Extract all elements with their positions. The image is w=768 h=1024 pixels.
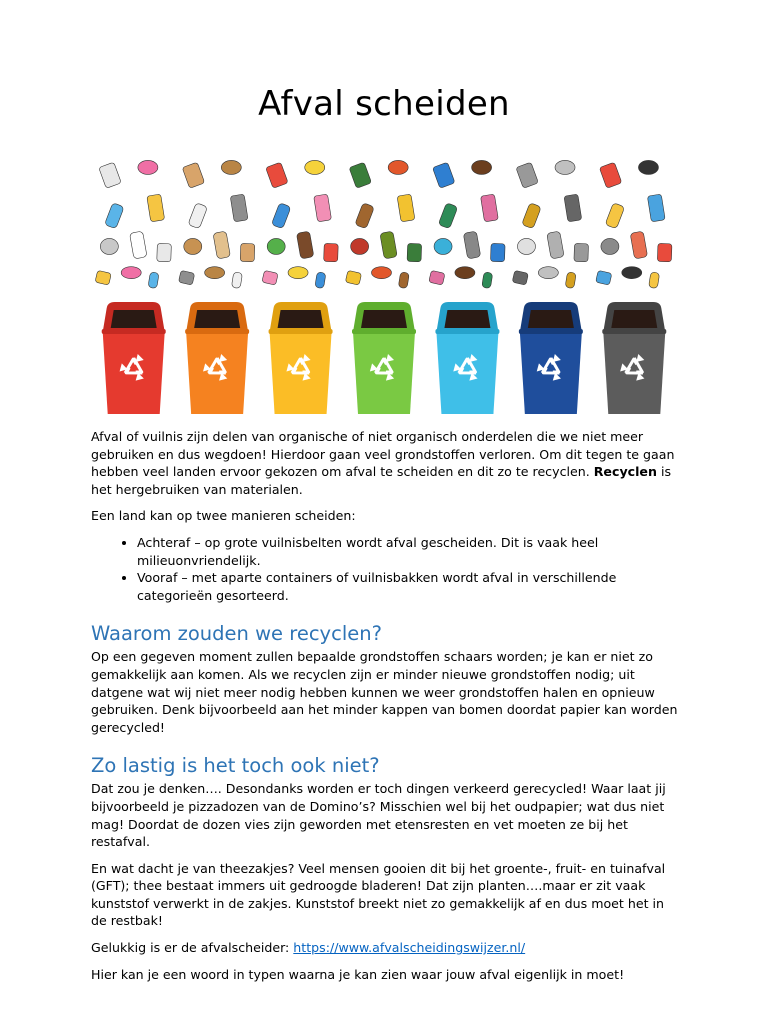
waste-item bbox=[657, 243, 672, 261]
document-body bbox=[91, 428, 679, 992]
list-item: • Achteraf – op grote vuilnisbelten wordt afval gescheiden. Dit is vaak heel milieuonvriendelijk. bbox=[137, 534, 679, 569]
waste-item bbox=[647, 194, 665, 222]
bin-rim bbox=[102, 329, 166, 334]
waste-item bbox=[315, 272, 326, 289]
list-item: • Vooraf – met aparte containers of vuilnisbakken wordt afval in verschillende categorieën gesorteerd. bbox=[137, 569, 679, 604]
waste-item bbox=[95, 270, 111, 285]
waste-item bbox=[221, 160, 241, 174]
bin-rim bbox=[602, 329, 666, 334]
waste-item bbox=[184, 238, 202, 254]
recycling-bin bbox=[185, 302, 249, 414]
section-not-hard-p1: Dat zou je denken…. Desondanks worden er toch dingen verkeerd gerecycled! Waar laat jij bijvoorbeeld je pizzadozen van de Domino’s? Misschien wel bij het oudpapier; wat dus niet mag! Doordat de dozen vies zijn geworden met etensresten en vet moeten ze bij het restafval. bbox=[91, 781, 666, 850]
waste-item bbox=[547, 231, 565, 259]
waste-item bbox=[262, 270, 278, 285]
waste-items-group bbox=[95, 160, 672, 288]
waste-item bbox=[205, 267, 225, 279]
waste-item bbox=[324, 243, 339, 261]
recycling-illustration bbox=[92, 150, 676, 418]
waste-item bbox=[130, 231, 148, 259]
bin-rim bbox=[435, 329, 499, 334]
waste-item bbox=[380, 231, 398, 259]
waste-item bbox=[157, 243, 172, 261]
recycling-bin bbox=[519, 302, 583, 414]
waste-item bbox=[517, 238, 535, 254]
waste-item bbox=[599, 162, 622, 188]
waste-item bbox=[596, 270, 612, 285]
intro-bold-term: Recyclen bbox=[593, 464, 657, 480]
waste-item bbox=[538, 267, 558, 279]
waste-item bbox=[490, 243, 505, 261]
recycling-bin bbox=[602, 302, 666, 414]
waste-item bbox=[100, 238, 118, 254]
waste-item bbox=[305, 160, 325, 174]
waste-item bbox=[271, 203, 291, 229]
waste-item bbox=[355, 203, 375, 229]
document-title: Afval scheiden bbox=[258, 84, 510, 124]
bin-rim bbox=[519, 329, 583, 334]
afvalscheidingswijzer-link[interactable]: https://www.afvalscheidingswijzer.nl/ bbox=[293, 940, 526, 956]
waste-item bbox=[345, 270, 361, 285]
section-why-text: Op een gegeven moment zullen bepaalde grondstoffen schaars worden; je kan er niet zo gemakkelijk aan komen. Als we recyclen zijn er minder nieuwe grondstoffen nodig; uit datgene wat wij niet meer nodig hebben kunnen we weer grondstoffen halen en opnieuw gebruiken. Denk bijvoorbeeld aan het minder kappen van bomen doordat papier kan worden gerecycled! bbox=[91, 649, 678, 735]
intro-text-2: is het hergebruiken van materialen. bbox=[91, 464, 672, 497]
waste-item bbox=[104, 203, 124, 229]
waste-item bbox=[482, 272, 493, 289]
intro-text-1: Afval of vuilnis zijn delen van organische of niet organisch onderdelen die we niet meer gebruiken en dus wegdoen! Hierdoor gaan veel grondstoffen verloren. Om dit tegen te gaan hebben veel landen ervoor gekozen om afval te scheiden en dit zo te recyclen. bbox=[91, 429, 675, 480]
waste-item bbox=[574, 243, 589, 261]
waste-item bbox=[630, 231, 648, 259]
waste-item bbox=[267, 238, 285, 254]
afvalscheider-prefix: Gelukkig is er de afvalscheider: bbox=[91, 940, 294, 956]
waste-item bbox=[432, 162, 455, 188]
waste-item bbox=[565, 272, 576, 289]
waste-item bbox=[266, 162, 289, 188]
recycling-bin bbox=[352, 302, 416, 414]
waste-item bbox=[601, 238, 619, 254]
section-heading-why: Waarom zouden we recyclen? bbox=[91, 622, 382, 646]
waste-item bbox=[188, 203, 208, 229]
waste-item bbox=[407, 243, 422, 261]
waste-item bbox=[438, 203, 458, 229]
bin-opening bbox=[444, 310, 490, 328]
waste-item bbox=[388, 160, 408, 174]
bin-rim bbox=[269, 329, 333, 334]
waste-item bbox=[148, 272, 159, 289]
waste-item bbox=[314, 194, 332, 222]
waste-item bbox=[434, 238, 452, 254]
waste-item bbox=[371, 267, 391, 279]
waste-item bbox=[397, 194, 415, 222]
waste-item bbox=[231, 272, 242, 289]
waste-item bbox=[288, 267, 308, 279]
waste-item bbox=[182, 162, 205, 188]
waste-item bbox=[472, 160, 492, 174]
waste-item bbox=[240, 243, 255, 261]
bin-opening bbox=[528, 310, 574, 328]
waste-item bbox=[522, 203, 542, 229]
waste-item bbox=[230, 194, 248, 222]
methods-intro: Een land kan op twee manieren scheiden: bbox=[91, 508, 356, 524]
waste-item bbox=[638, 160, 658, 174]
section-heading-not-hard: Zo lastig is het toch ook niet? bbox=[91, 754, 380, 778]
waste-item bbox=[349, 162, 372, 188]
waste-item bbox=[138, 160, 158, 174]
waste-item bbox=[429, 270, 445, 285]
methods-list bbox=[91, 534, 679, 604]
waste-item bbox=[516, 162, 539, 188]
waste-item bbox=[455, 267, 475, 279]
waste-item bbox=[463, 231, 481, 259]
waste-item bbox=[622, 267, 642, 279]
recycling-bin bbox=[435, 302, 499, 414]
bin-opening bbox=[111, 310, 157, 328]
bin-rim bbox=[185, 329, 249, 334]
recycling-bins-group bbox=[102, 302, 667, 414]
waste-item bbox=[605, 203, 625, 229]
bin-opening bbox=[361, 310, 407, 328]
waste-item bbox=[398, 272, 409, 289]
bin-opening bbox=[278, 310, 324, 328]
waste-item bbox=[99, 162, 122, 188]
section-not-hard-p3 bbox=[91, 939, 679, 957]
waste-item bbox=[121, 267, 141, 279]
waste-item bbox=[649, 272, 660, 289]
waste-item bbox=[147, 194, 165, 222]
waste-item bbox=[512, 270, 528, 285]
bin-rim bbox=[352, 329, 416, 334]
waste-item bbox=[564, 194, 582, 222]
waste-item bbox=[351, 238, 369, 254]
bin-opening bbox=[611, 310, 657, 328]
waste-item bbox=[178, 270, 194, 285]
waste-item bbox=[213, 231, 231, 259]
bin-opening bbox=[194, 310, 240, 328]
intro-paragraph bbox=[91, 428, 679, 498]
waste-item bbox=[555, 160, 575, 174]
section-not-hard-p4: Hier kan je een woord in typen waarna je kan zien waar jouw afval eigenlijk in moet! bbox=[91, 966, 625, 982]
waste-item bbox=[296, 231, 314, 259]
recycling-bin bbox=[269, 302, 333, 414]
recycling-bin bbox=[102, 302, 166, 414]
section-not-hard-p2: En wat dacht je van theezakjes? Veel mensen gooien dit bij het groente-, fruit- en tuinafval (GFT); thee bestaat immers uit gedroogde bladeren! Dat zijn planten….maar er zit vaak kunststof verwerkt in de zakjes. Kunststof breekt niet zo gemakkelijk af en dus moet het in de restbak! bbox=[91, 860, 666, 929]
waste-item bbox=[480, 194, 498, 222]
